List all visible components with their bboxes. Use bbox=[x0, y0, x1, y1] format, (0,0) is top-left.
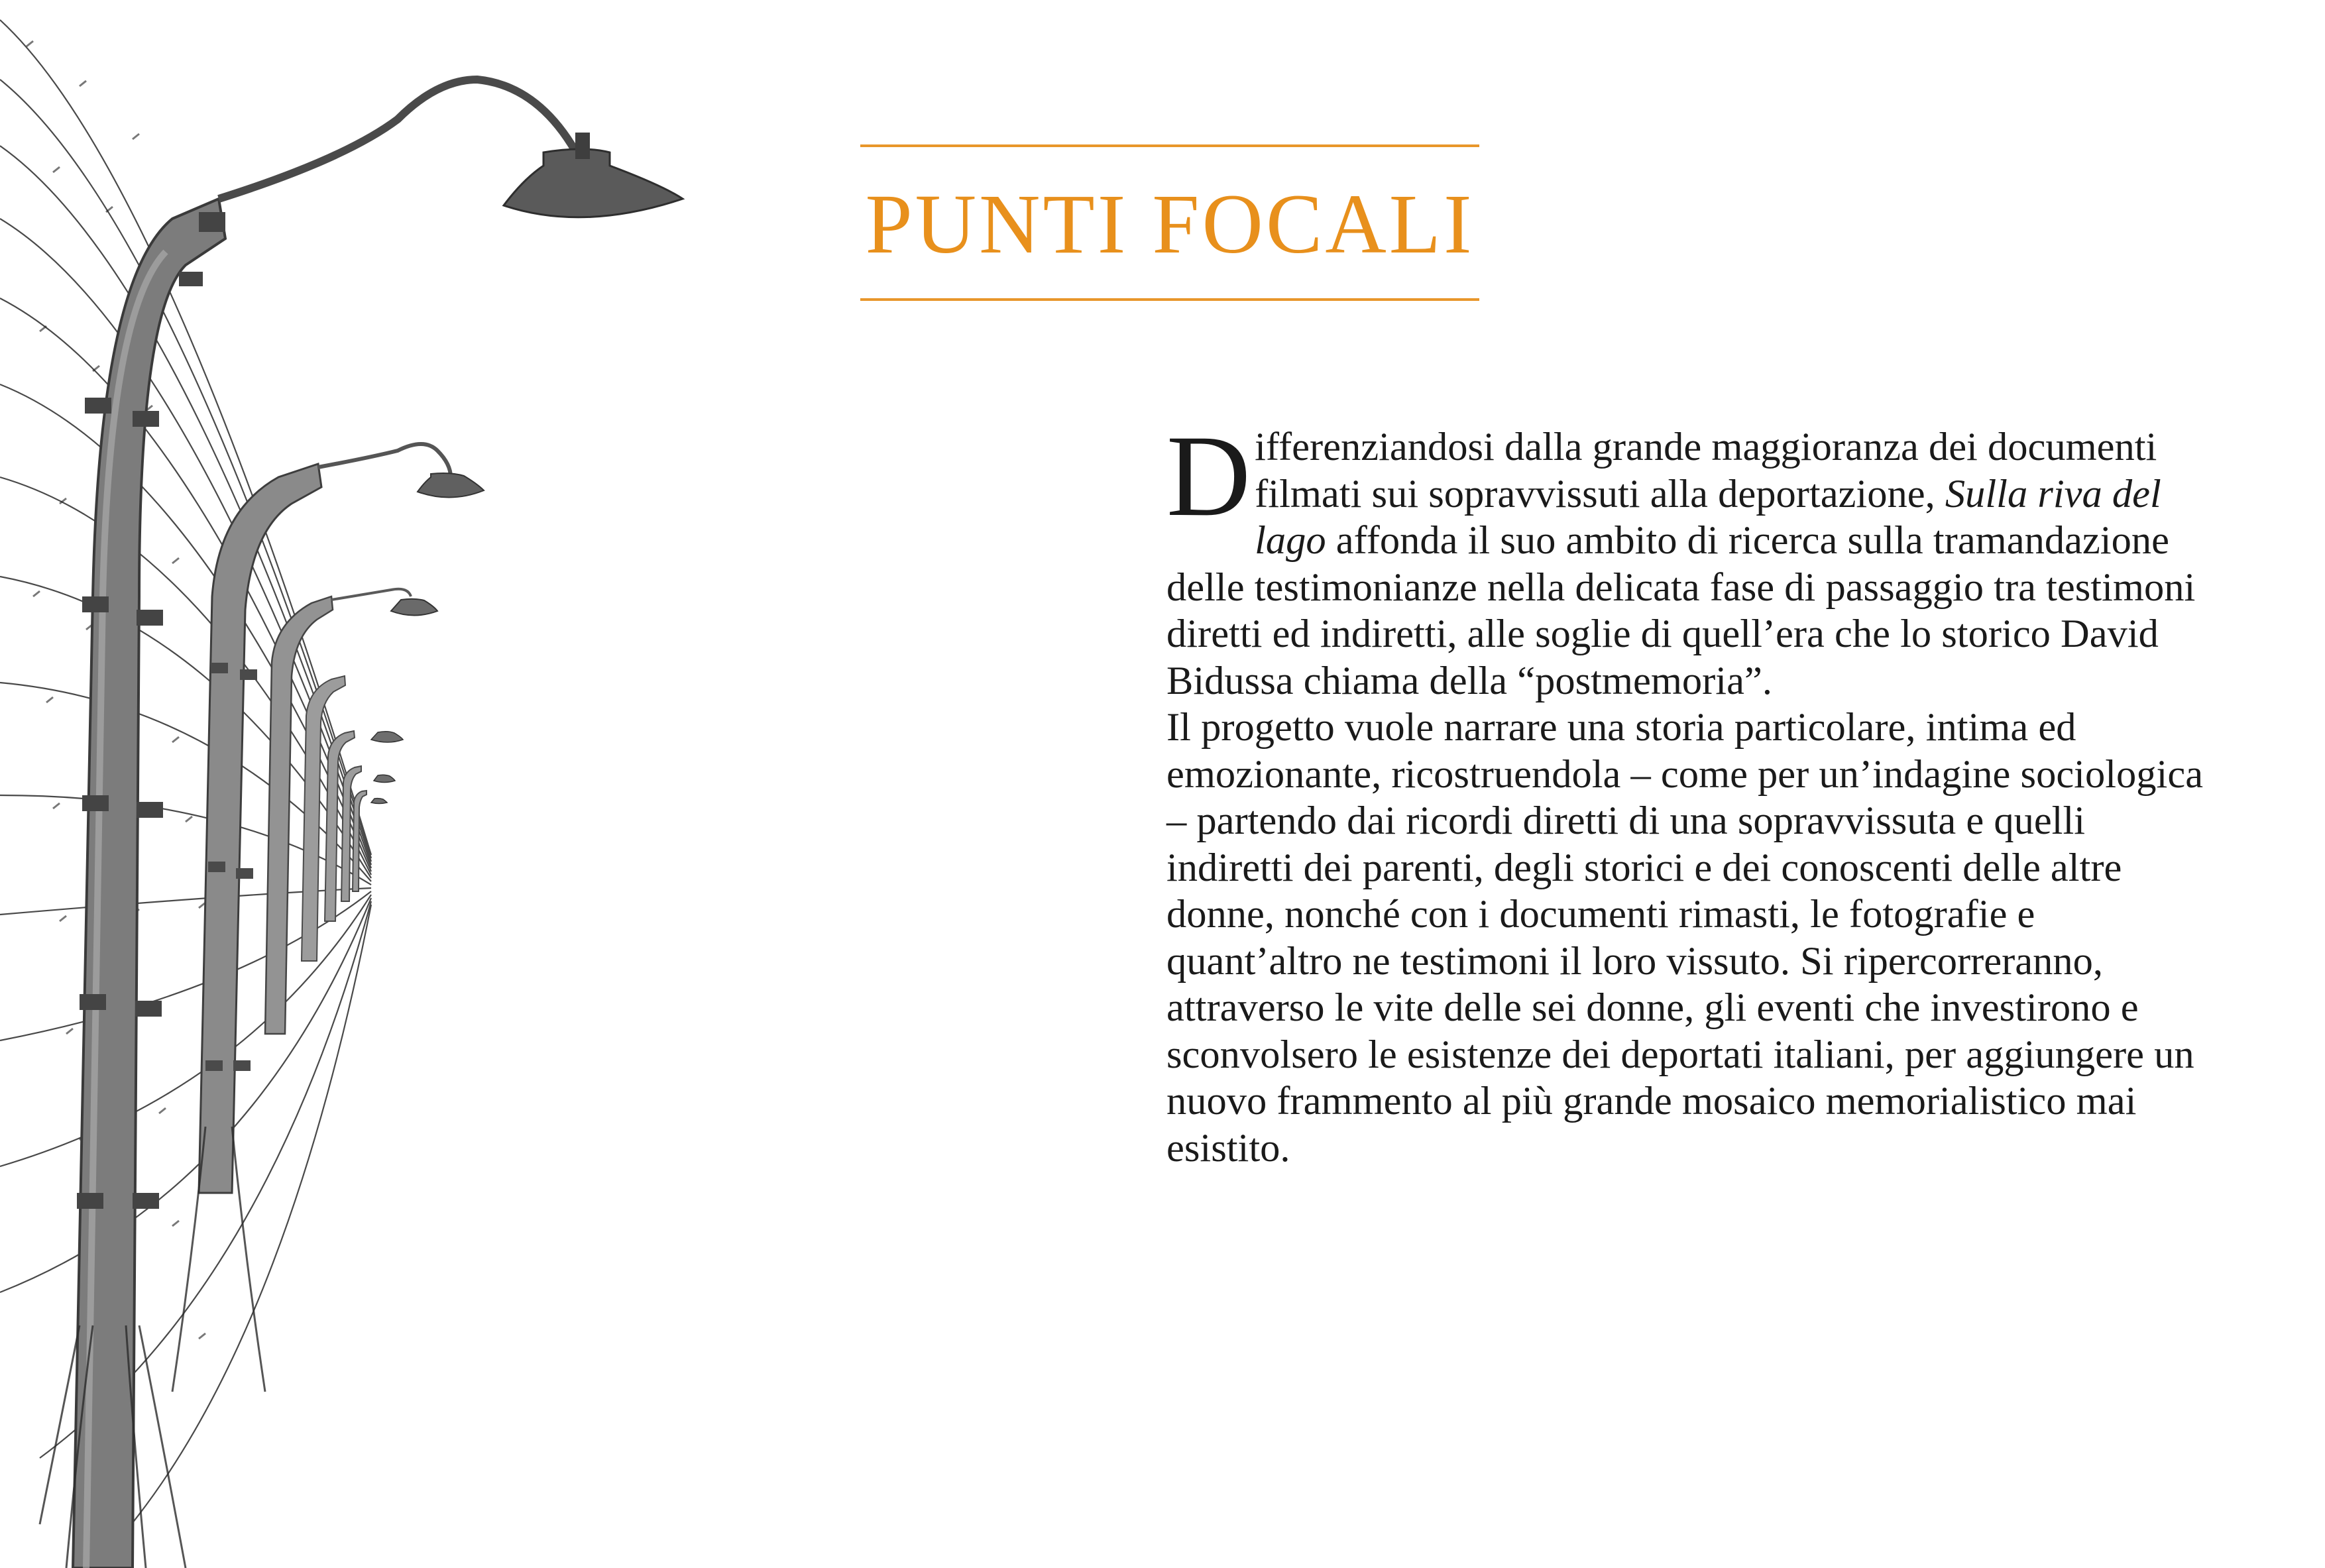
bottom-rule bbox=[860, 298, 1479, 301]
paragraph-1-lead: ifferenziandosi dalla grande maggioranza dei documenti filmati sui sopravvissuti alla deportazione, bbox=[1255, 425, 2157, 516]
heading-block bbox=[855, 144, 1485, 301]
fence-posts-illustration bbox=[0, 0, 742, 1568]
distant-posts bbox=[302, 676, 367, 961]
body-text bbox=[1166, 412, 2210, 1172]
paragraph-2: Il progetto vuole narrare una storia particolare, intima ed emozionante, ricostruendola – come per un’indagine sociologica – partendo dai ricordi diretti di una sopravvissuta e quelli indiretti dei parenti, degli storici e dei conoscenti delle altre donne, nonché con i documenti rimasti, le fotografie e quant’altro ne testimoni il loro vissuto. Si ripercorreranno, attraverso le vite delle sei donne, gli eventi che investirono e sconvolsero le esistenze dei deportati italiani, per aggiungere un nuovo frammento al più grande mosaico memorialistico mai esistito. bbox=[1166, 705, 2204, 1170]
foreground-post bbox=[73, 80, 683, 1568]
distant-lamps bbox=[371, 732, 403, 804]
paragraph-1 bbox=[1166, 412, 2210, 704]
film-title: Sulla riva del lago bbox=[1255, 471, 2161, 563]
paragraph-1-rest: affonda il suo ambito di ricerca sulla tramandazione delle testimonianze nella delicata fase di passaggio tra testimoni diretti ed indiretti, alle soglie di quell’era che lo storico David Bidussa chiama della “postmemoria”. bbox=[1166, 518, 2196, 703]
page-title: PUNTI FOCALI bbox=[865, 177, 1475, 271]
top-rule bbox=[860, 144, 1479, 147]
second-post bbox=[199, 444, 484, 1193]
dropcap: D bbox=[1166, 412, 1251, 541]
